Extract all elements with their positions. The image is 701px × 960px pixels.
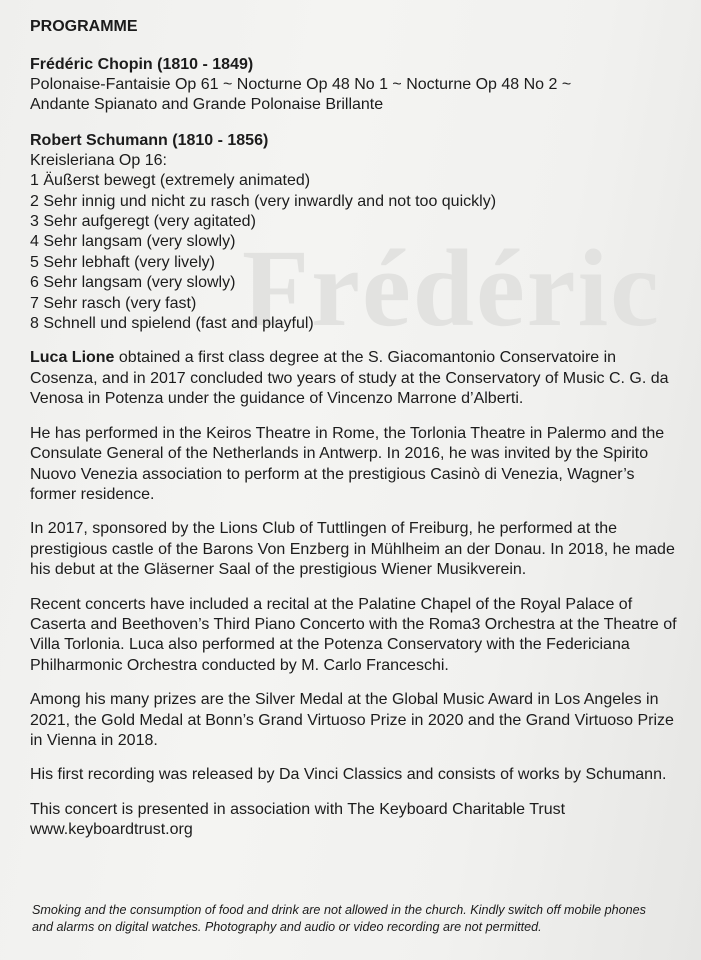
bio-paragraph [30, 348, 680, 409]
page-title: PROGRAMME [30, 18, 138, 35]
movement-item: 4 Sehr langsam (very slowly) [30, 233, 236, 251]
bio-paragraph: Among his many prizes are the Silver Medal at the Global Music Award in Los Angeles in 2021, the Gold Medal at Bonn’s Grand Virtuoso Prize in 2020 and the Grand Virtuoso Prize in Vienna in 2018. [30, 691, 674, 749]
movement-item: 2 Sehr innig und nicht zu rasch (very inwardly and not too quickly) [30, 192, 497, 210]
bio-paragraph: Recent concerts have included a recital at the Palatine Chapel of the Royal Palace of Caserta and Beethoven’s Third Piano Concerto with the Roma3 Orchestra at the Theatre of Villa Torlonia. Luca also performed at the Potenza Conservatory with the Federiciana Philharmonic Orchestra conducted by M. Carlo Franceschi. [30, 595, 677, 674]
bio-paragraph: He has performed in the Keiros Theatre in Rome, the Torlonia Theatre in Palermo and the Consulate General of the Netherlands in Antwerp. In 2016, he was invited by the Spirito Nuovo Venezia association to perform at the prestigious Casinò di Venezia, Wagner’s former residence. [30, 424, 665, 503]
schumann-section [30, 130, 680, 335]
programme-content [30, 14, 680, 855]
movement-item: 1 Äußerst bewegt (extremely animated) [30, 172, 311, 190]
bio-paragraph: His first recording was released by Da Vinci Classics and consists of works by Schumann. [30, 766, 667, 784]
church-notice: Smoking and the consumption of food and drink are not allowed in the church. Kindly switch off mobile phones and alarms on digital watches. Photography and audio or video recording are not permitted. [32, 903, 646, 934]
association-paragraph [30, 800, 680, 841]
bio-paragraph-text: obtained a first class degree at the S. Giacomantonio Conservatoire in Cosenza, and in 2017 concluded two years of study at the Conservatory of Music C. G. da Venosa in Potenza under the guidance of Vincenzo Marrone d’Alberti. [30, 349, 669, 408]
show-through-watermark: Frédéric [241, 227, 661, 349]
chopin-composer: Frédéric Chopin (1810 - 1849) [30, 56, 254, 73]
chopin-work-line: Andante Spianato and Grande Polonaise Brillante [30, 96, 384, 114]
bio-paragraph: In 2017, sponsored by the Lions Club of Tuttlingen of Freiburg, he performed at the prestigious castle of the Barons Von Enzberg in Mühlheim an der Donau. In 2018, he made his debut at the Gläserner Saal of the prestigious Wiener Musikverein. [30, 520, 675, 579]
movement-item: 3 Sehr aufgeregt (very agitated) [30, 213, 256, 231]
website-link: www.keyboardtrust.org [30, 821, 193, 839]
movement-item: 7 Sehr rasch (very fast) [30, 294, 197, 312]
movement-item: 5 Sehr lebhaft (very lively) [30, 253, 215, 271]
schumann-composer: Robert Schumann (1810 - 1856) [30, 131, 269, 149]
movement-item: 8 Schnell und spielend (fast and playful) [30, 315, 314, 333]
performer-name: Luca Lione [30, 349, 115, 367]
association-text: This concert is presented in association with The Keyboard Charitable Trust [30, 800, 566, 818]
chopin-section [30, 54, 680, 116]
chopin-work-line: Polonaise-Fantaisie Op 61 ~ Nocturne Op 48 No 1 ~ Nocturne Op 48 No 2 ~ [30, 76, 572, 93]
movement-item: 6 Sehr langsam (very slowly) [30, 274, 236, 292]
schumann-work-title: Kreisleriana Op 16: [30, 151, 167, 169]
